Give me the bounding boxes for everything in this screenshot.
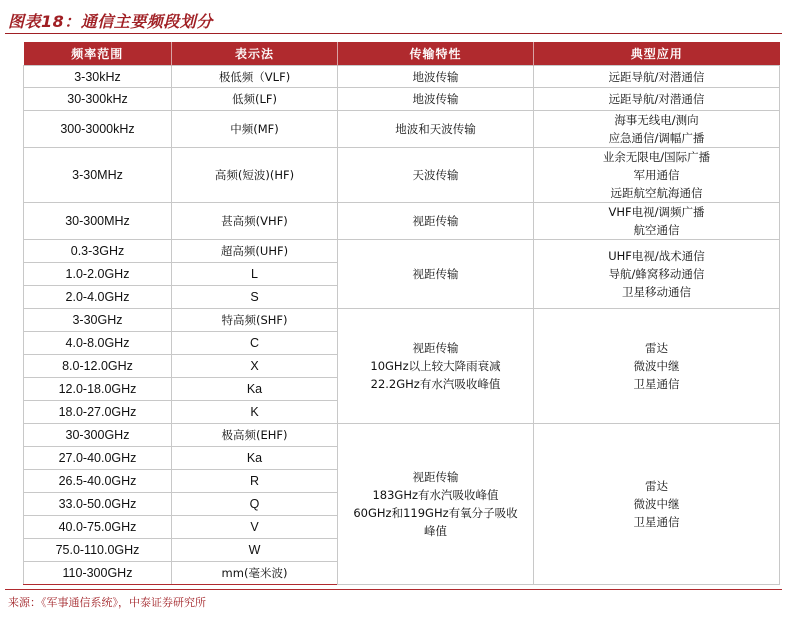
application-cell xyxy=(534,111,780,148)
application-line: 海事无线电/测向 xyxy=(614,113,699,127)
application-line: 远距导航/对潜通信 xyxy=(608,69,705,84)
freq-cell: 30-300MHz xyxy=(24,203,172,240)
footer-rule xyxy=(5,589,782,590)
transmission-line: 峰值 xyxy=(424,524,447,538)
table-row xyxy=(24,66,780,88)
freq-cell: 75.0-110.0GHz xyxy=(24,539,172,562)
freq-cell: 12.0-18.0GHz xyxy=(24,378,172,401)
application-cell xyxy=(534,203,780,240)
notation-cell: 低频(LF) xyxy=(172,88,338,111)
application-line: 卫星移动通信 xyxy=(622,285,691,299)
table-row xyxy=(24,203,780,240)
notation-cell: Ka xyxy=(172,378,338,401)
notation-cell: Ka xyxy=(172,447,338,470)
application-line: 应急通信/调幅广播 xyxy=(608,131,705,145)
transmission-cell xyxy=(338,203,534,240)
application-line: 卫星通信 xyxy=(633,377,680,391)
transmission-line: 地波和天波传输 xyxy=(395,122,476,136)
table-row xyxy=(24,111,780,148)
table-row xyxy=(24,424,780,447)
application-cell xyxy=(534,88,780,111)
application-line: 卫星通信 xyxy=(633,515,680,529)
header-transmission: 传输特性 xyxy=(338,42,534,66)
application-line: 远距导航/对潜通信 xyxy=(608,92,705,106)
table-row xyxy=(24,88,780,111)
source-note: 来源：《军事通信系统》，中泰证券研究所 xyxy=(8,596,206,609)
transmission-line: 10GHz以上较大降雨衰减 xyxy=(370,359,501,373)
application-line: 导航/蜂窝移动通信 xyxy=(608,267,705,281)
notation-cell: Q xyxy=(172,493,338,516)
application-line: 微波中继 xyxy=(633,359,680,373)
application-line: 业余无限电/国际广播 xyxy=(602,150,711,164)
freq-cell: 3-30MHz xyxy=(24,148,172,203)
transmission-cell xyxy=(338,240,534,309)
table-row xyxy=(24,309,780,332)
freq-cell: 8.0-12.0GHz xyxy=(24,355,172,378)
notation-cell: K xyxy=(172,401,338,424)
notation-cell: 极高频(EHF) xyxy=(172,424,338,447)
application-line: 雷达 xyxy=(645,479,668,493)
notation-cell: X xyxy=(172,355,338,378)
application-line: 军用通信 xyxy=(633,168,680,182)
transmission-line: 视距传输 xyxy=(412,341,459,355)
figure-title: 图表18：通信主要频段划分 xyxy=(8,12,213,31)
application-line: UHF电视/战术通信 xyxy=(608,249,705,263)
notation-cell: 甚高频(VHF) xyxy=(172,203,338,240)
notation-cell: C xyxy=(172,332,338,355)
application-cell xyxy=(534,148,780,203)
header-frequency-range: 频率范围 xyxy=(24,42,172,66)
notation-cell: V xyxy=(172,516,338,539)
freq-cell: 3-30kHz xyxy=(24,66,172,88)
transmission-line: 183GHz有水汽吸收峰值 xyxy=(372,488,499,502)
notation-cell: S xyxy=(172,286,338,309)
transmission-cell xyxy=(338,66,534,88)
transmission-line: 地波传输 xyxy=(412,92,459,106)
application-cell xyxy=(534,309,780,424)
application-line: VHF电视/调频广播 xyxy=(608,205,705,219)
notation-cell: 中频(MF) xyxy=(172,111,338,148)
header-application: 典型应用 xyxy=(534,42,780,66)
table-row xyxy=(24,240,780,263)
transmission-line: 视距传输 xyxy=(412,267,459,281)
transmission-line: 视距传输 xyxy=(412,214,459,228)
application-line: 航空通信 xyxy=(633,223,680,237)
application-line: 微波中继 xyxy=(633,497,680,511)
notation-cell: L xyxy=(172,263,338,286)
freq-cell: 0.3-3GHz xyxy=(24,240,172,263)
notation-cell: W xyxy=(172,539,338,562)
freq-cell: 40.0-75.0GHz xyxy=(24,516,172,539)
transmission-cell xyxy=(338,111,534,148)
transmission-cell xyxy=(338,424,534,585)
freq-cell: 30-300GHz xyxy=(24,424,172,447)
notation-cell: 超高频(UHF) xyxy=(172,240,338,263)
freq-cell: 300-3000kHz xyxy=(24,111,172,148)
application-cell xyxy=(534,240,780,309)
freq-cell: 1.0-2.0GHz xyxy=(24,263,172,286)
application-line: 雷达 xyxy=(645,341,668,355)
notation-cell: 极低频（VLF) xyxy=(172,66,338,88)
notation-cell: 高频(短波)(HF) xyxy=(172,148,338,203)
transmission-line: 60GHz和119GHz有氧分子吸收 xyxy=(353,506,518,520)
table-row xyxy=(24,148,780,203)
freq-cell: 110-300GHz xyxy=(24,562,172,585)
notation-cell: 特高频(SHF) xyxy=(172,309,338,332)
transmission-line: 天波传输 xyxy=(412,168,459,182)
frequency-band-table xyxy=(23,42,780,585)
table-header-row xyxy=(24,42,780,66)
transmission-line: 地波传输 xyxy=(412,69,459,84)
title-rule xyxy=(5,33,782,34)
freq-cell: 3-30GHz xyxy=(24,309,172,332)
freq-cell: 33.0-50.0GHz xyxy=(24,493,172,516)
transmission-cell xyxy=(338,148,534,203)
application-line: 远距航空航海通信 xyxy=(610,186,703,200)
transmission-line: 视距传输 xyxy=(412,470,459,484)
freq-cell: 4.0-8.0GHz xyxy=(24,332,172,355)
transmission-cell xyxy=(338,309,534,424)
freq-cell: 26.5-40.0GHz xyxy=(24,470,172,493)
freq-cell: 2.0-4.0GHz xyxy=(24,286,172,309)
transmission-cell xyxy=(338,88,534,111)
transmission-line: 22.2GHz有水汽吸收峰值 xyxy=(370,377,501,391)
application-cell xyxy=(534,424,780,585)
notation-cell: mm(毫米波) xyxy=(172,562,338,585)
freq-cell: 18.0-27.0GHz xyxy=(24,401,172,424)
freq-cell: 30-300kHz xyxy=(24,88,172,111)
application-cell xyxy=(534,66,780,88)
notation-cell: R xyxy=(172,470,338,493)
freq-cell: 27.0-40.0GHz xyxy=(24,447,172,470)
header-notation: 表示法 xyxy=(172,42,338,66)
